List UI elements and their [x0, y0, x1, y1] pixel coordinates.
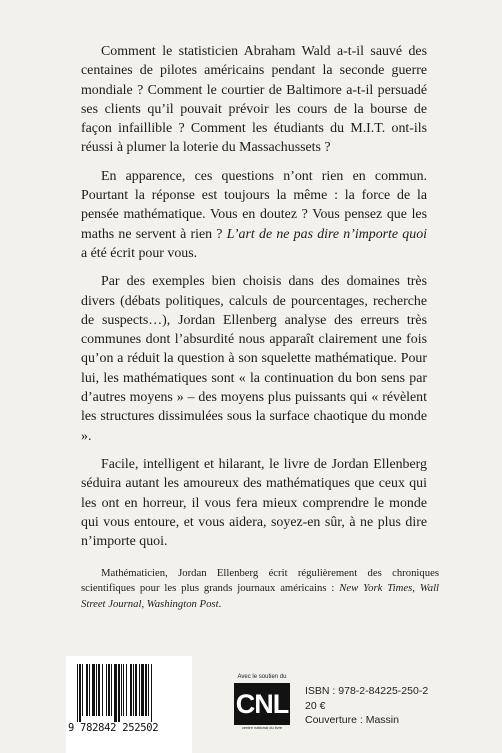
barcode-bar — [96, 664, 97, 716]
barcode-bar — [135, 664, 137, 716]
blurb-paragraph-3: Par des exemples bien choisis dans des domaines très divers (débats politiques, calculs de pourcentages, recherche de suspects…), Jordan Ellenberg analyse des erreurs très communes dont l’absurdité nous apparaît clairement une fois qu’on a réduit la question à son squelette mathématique. Pour lui, les mathématiques sont « la continuation du bon sens par d’autres moyens » – des moyens plus puissants qui « révèlent les structures dissimulées sous la surface chaotique du monde ». — [81, 274, 427, 444]
barcode-bar — [114, 664, 117, 722]
barcode-bar — [123, 664, 124, 716]
author-bio-text: Mathématicien, Jordan Ellenberg écrit régulièrement des chroniques scientifiques pour les plus grands journaux américains : — [81, 567, 439, 595]
cover-credit: Couverture : Massin — [305, 714, 399, 726]
cnl-support-text: Avec le soutien du — [237, 674, 287, 680]
price-text: 20 € — [305, 699, 326, 712]
publication-nyt: New York Times — [339, 582, 413, 595]
back-cover-blurb — [81, 42, 427, 560]
isbn-barcode — [66, 656, 192, 753]
publication-separator: , — [412, 582, 420, 595]
publication-wapo: Washington Post — [146, 597, 219, 610]
publication-info — [305, 684, 428, 728]
blurb-paragraph-2 — [81, 167, 427, 263]
barcode-bar — [126, 664, 127, 716]
cnl-logo-block — [231, 674, 293, 744]
barcode-bar — [141, 664, 144, 716]
author-bio-paragraph — [81, 566, 439, 612]
barcode-bar — [79, 664, 81, 722]
publication-separator: , — [141, 597, 147, 610]
barcode-bar — [111, 664, 112, 716]
cnl-caption: centre national du livre — [241, 725, 283, 730]
blurb-paragraph-2-text: En apparence, ces questions n’ont rien en commun. Pourtant la réponse est toujours la même : la force de la pensée mathématique. Vous en doutez ? Vous pensez que les maths ne servent à rien ? — [81, 168, 427, 242]
barcode-bar — [77, 664, 78, 722]
barcode-digits: 9 782842 252502 — [68, 722, 159, 734]
blurb-paragraph-2-end: a été écrit pour vous. — [81, 245, 198, 261]
author-bio — [81, 566, 439, 612]
barcode-bar — [106, 664, 107, 716]
cnl-logo: CNL — [234, 683, 290, 725]
barcode-bar — [151, 664, 152, 722]
barcode-bar — [102, 664, 103, 716]
barcode-bar — [145, 664, 147, 716]
barcode-bar — [86, 664, 88, 716]
barcode-bar — [118, 664, 120, 722]
blurb-paragraph-4: Facile, intelligent et hilarant, le livre de Jordan Ellenberg séduira autant les amoureux des mathématiques que ceux qui les ont en horreur, il vous fera mieux comprendre le monde qui vous entoure, et vous aidera, soyez-en sûr, à ne plus dire n’importe quoi. — [81, 456, 427, 550]
author-bio-end: . — [218, 597, 222, 610]
isbn-text: ISBN : 978-2-84225-250-2 — [305, 685, 429, 697]
barcode-bar — [121, 664, 122, 716]
barcode-bar — [92, 664, 95, 716]
barcode-bar — [108, 664, 110, 716]
blurb-paragraph-1: Comment le statisticien Abraham Wald a-t-il sauvé des centaines de pilotes américains pendant la seconde guerre mondiale ? Comment le courtier de Baltimore a-t-il persuadé ses clients qu’il pouvait prévoir les cours de la bourse de façon infaillible ? Comment les étudiants du M.I.T. ont-ils réussi à plumer la loterie du Massachussets ? — [81, 44, 427, 156]
barcode-bars — [75, 664, 183, 722]
barcode-bar — [82, 664, 83, 716]
book-title-italic: L’art de ne pas dire n’importe quoi — [226, 226, 427, 242]
barcode-bar — [148, 664, 149, 716]
barcode-bar — [133, 664, 134, 716]
barcode-bar — [89, 664, 90, 716]
barcode-bar — [139, 664, 140, 716]
barcode-bar — [98, 664, 100, 716]
barcode-bar — [130, 664, 132, 716]
publication-wsj: Wall Street Journal — [81, 582, 440, 610]
